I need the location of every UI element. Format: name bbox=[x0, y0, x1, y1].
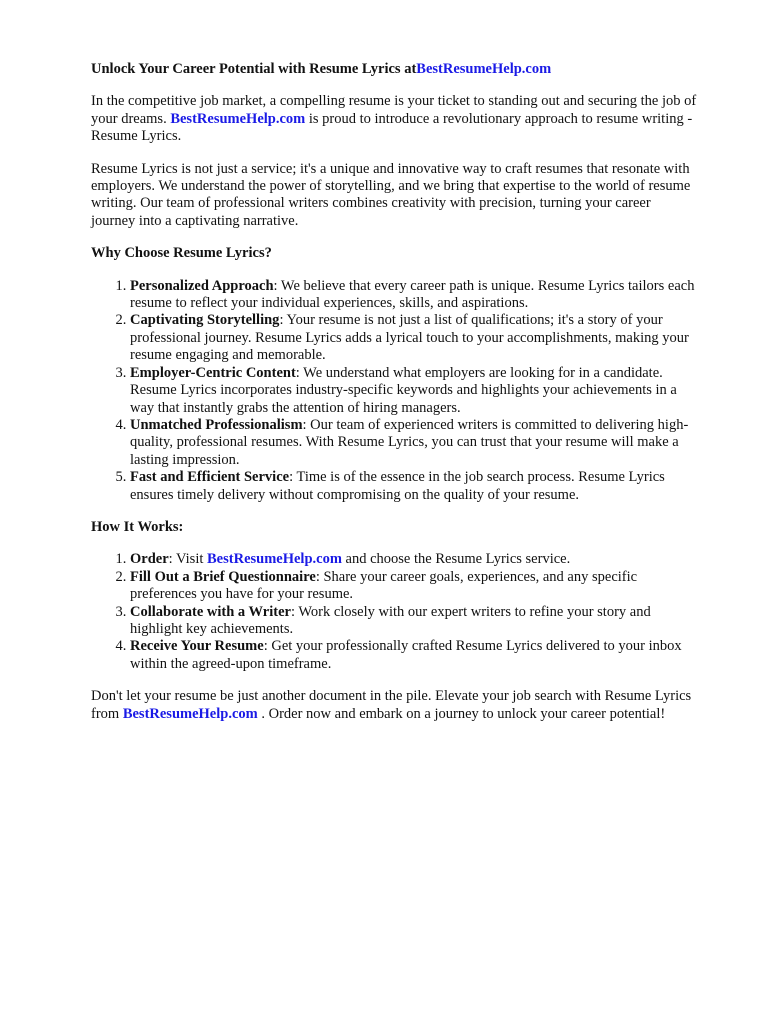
how-item-receive bbox=[130, 638, 698, 673]
about-paragraph: Resume Lyrics is not just a service; it's a unique and innovative way to craft resumes that resonate with employers. We understand the power of storytelling, and we bring that expertise to the world of resume writing. Our team of professional writers combines creativity with precision, turning your career journey into a captivating narrative. bbox=[91, 160, 691, 229]
why-item-text: : Our team of experienced writers is committed to delivering high-quality, professional resumes. With Resume Lyrics, you can trust that your resume will make a lasting impression. bbox=[130, 416, 689, 468]
how-item-text: : Share your career goals, experiences, and any specific preferences you have for your resume. bbox=[130, 568, 638, 603]
how-item-text: : Work closely with our expert writers to refine your story and highlight key achievements. bbox=[130, 603, 651, 637]
closing-text-after: . Order now and embark on a journey to unlock your career potential! bbox=[257, 705, 666, 722]
how-item-text-before: : Visit bbox=[168, 551, 208, 568]
why-item-text: : Your resume is not just a list of qualifications; it's a story of your professional journey. Resume Lyrics adds a lyrical touch to your accomplishments, making your resume engaging and memorable. bbox=[130, 312, 689, 364]
why-item-term: Employer-Centric Content bbox=[130, 364, 296, 381]
closing-text-before: Don't let your resume be just another document in the pile. Elevate your job search with Resume Lyrics from bbox=[91, 688, 692, 722]
how-item-questionnaire bbox=[130, 569, 698, 604]
why-heading: Why Choose Resume Lyrics? bbox=[91, 245, 272, 262]
intro-text-before: In the competitive job market, a compelling resume is your ticket to standing out and securing the job of your dreams. bbox=[91, 93, 697, 127]
intro-text-after: is proud to introduce a revolutionary approach to resume writing - Resume Lyrics. bbox=[91, 110, 693, 145]
how-heading: How It Works: bbox=[91, 518, 184, 535]
why-item-term: Captivating Storytelling bbox=[130, 312, 280, 329]
how-item-term: Fill Out a Brief Questionnaire bbox=[130, 568, 316, 585]
how-item-term: Receive Your Resume bbox=[130, 638, 264, 655]
order-link-bestresumehelp[interactable]: BestResumeHelp.com bbox=[207, 551, 342, 568]
why-item-term: Personalized Approach bbox=[130, 277, 274, 294]
why-item-professionalism bbox=[130, 417, 698, 469]
how-item-text-after: and choose the Resume Lyrics service. bbox=[341, 551, 571, 568]
why-item-employer-centric bbox=[130, 365, 698, 417]
why-item-text: : We understand what employers are looking for in a candidate. Resume Lyrics incorporates industry-specific keywords and highlights your achievements in a way that instantly grabs the attention of hiring managers. bbox=[130, 364, 677, 416]
how-item-text: : Get your professionally crafted Resume Lyrics delivered to your inbox within the agreed-upon timeframe. bbox=[130, 638, 682, 672]
page-title-text: Unlock Your Career Potential with Resume Lyrics at bbox=[91, 61, 417, 77]
why-item-term: Unmatched Professionalism bbox=[130, 416, 303, 433]
why-item-personalized bbox=[130, 278, 698, 313]
why-item-text: : Time is of the essence in the job search process. Resume Lyrics ensures timely delivery without compromising on the quality of your resume. bbox=[130, 469, 665, 503]
how-item-collaborate bbox=[130, 604, 698, 639]
closing-link-bestresumehelp[interactable]: BestResumeHelp.com bbox=[122, 705, 258, 722]
title-link-bestresumehelp[interactable]: BestResumeHelp.com bbox=[416, 61, 552, 77]
how-item-order bbox=[130, 551, 698, 568]
why-list bbox=[91, 278, 698, 504]
why-item-text: : We believe that every career path is unique. Resume Lyrics tailors each resume to reflect your individual experiences, skills, and aspirations. bbox=[130, 277, 695, 312]
why-item-fast-service bbox=[130, 469, 698, 504]
why-item-storytelling bbox=[130, 312, 698, 364]
intro-link-bestresumehelp[interactable]: BestResumeHelp.com bbox=[170, 110, 306, 127]
intro-paragraph bbox=[91, 93, 698, 145]
closing-paragraph bbox=[91, 688, 698, 723]
how-list bbox=[91, 551, 698, 673]
why-item-term: Fast and Efficient Service bbox=[130, 469, 290, 486]
how-item-term: Collaborate with a Writer bbox=[130, 603, 291, 620]
page-title bbox=[91, 61, 698, 78]
how-item-term: Order bbox=[130, 551, 169, 568]
